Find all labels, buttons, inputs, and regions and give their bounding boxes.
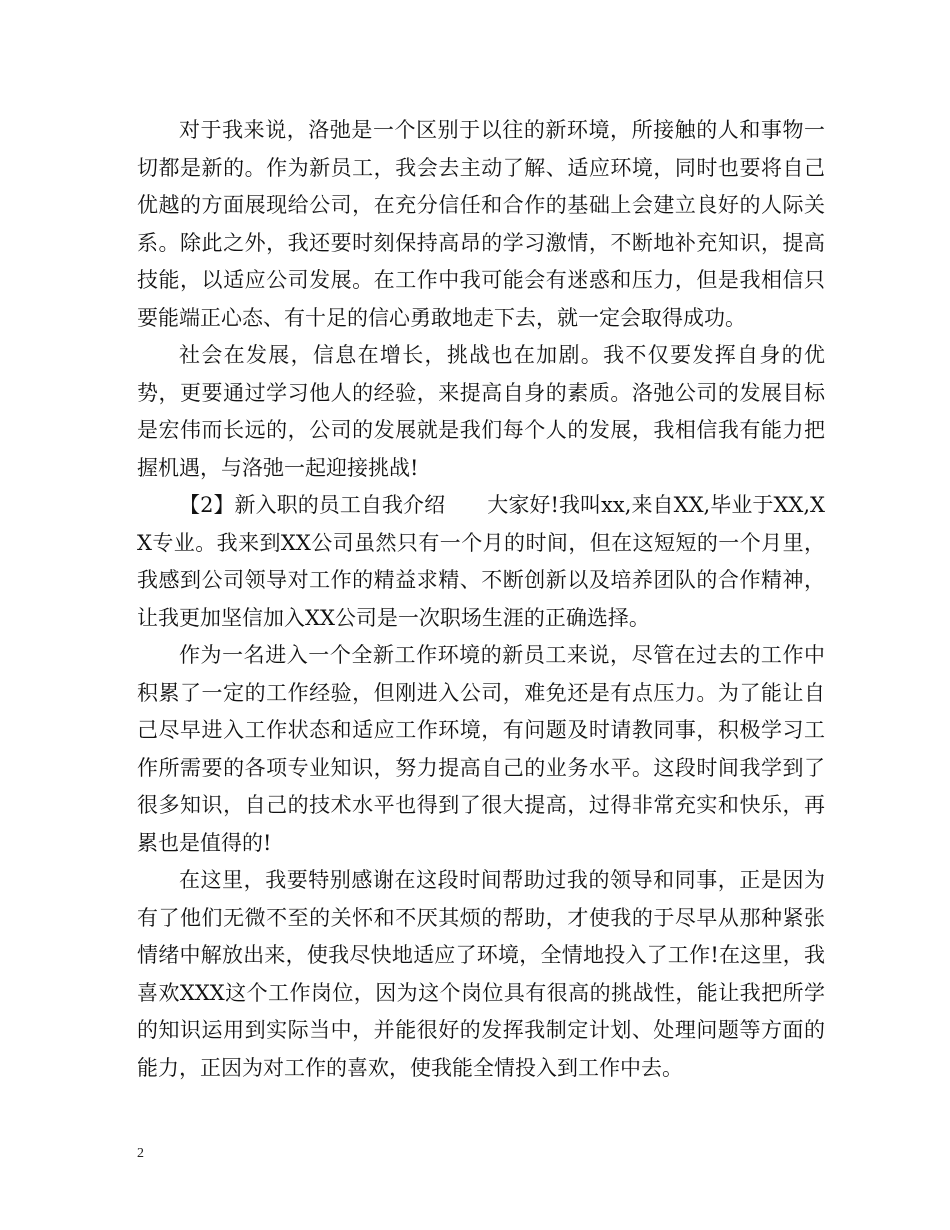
paragraph-4: 作为一名进入一个全新工作环境的新员工来说，尽管在过去的工作中积累了一定的工作经验，但刚进入公司，难免还是有点压力。为了能让自己尽早进入工作状态和适应工作环境，有问题及时请教同事，积极学习工作所需要的各项专业知识，努力提高自己的业务水平。这段时间我学到了很多知识，自己的技术水平也得到了很大提高，过得非常充实和快乐，再累也是值得的! [137,643,825,855]
section-intro: 大家好!我叫xx,来自XX,毕业于XX,XX专业。我来到XX公司虽然只有一个月的时间，但在这短短的一个月里，我感到公司领导对工作的精益求精、不断创新以及培养团队的合作精神，让我更加坚信加入XX公司是一次职场生涯的正确选择。 [137,493,825,630]
paragraph-3 [137,487,825,637]
paragraph-5: 在这里，我要特别感谢在这段时间帮助过我的领导和同事，正是因为有了他们无微不至的关怀和不厌其烦的帮助，才使我的于尽早从那种紧张情绪中解放出来，使我尽快地适应了环境，全情地投入了工作!在这里，我喜欢XXX这个工作岗位，因为这个岗位具有很高的挑战性，能让我把所学的知识运用到实际当中，并能很好的发挥我制定计划、处理问题等方面的能力，正因为对工作的喜欢，使我能全情投入到工作中去。 [137,868,825,1080]
document-page [137,112,825,1087]
paragraph-2: 社会在发展，信息在增长，挑战也在加剧。我不仅要发挥自身的优势，更要通过学习他人的经验，来提高自身的素质。洛弛公司的发展目标是宏伟而长远的，公司的发展就是我们每个人的发展，我相信我有能力把握机遇，与洛弛一起迎接挑战! [137,343,825,480]
section-heading: 【2】新入职的员工自我介绍 [179,493,446,517]
page-number: 2 [137,1146,144,1161]
paragraph-1: 对于我来说，洛弛是一个区别于以往的新环境，所接触的人和事物一切都是新的。作为新员工，我会去主动了解、适应环境，同时也要将自己优越的方面展现给公司，在充分信任和合作的基础上会建立良好的人际关系。除此之外，我还要时刻保持高昂的学习激情，不断地补充知识，提高技能，以适应公司发展。在工作中我可能会有迷惑和压力，但是我相信只要能端正心态、有十足的信心勇敢地走下去，就一定会取得成功。 [137,118,825,330]
